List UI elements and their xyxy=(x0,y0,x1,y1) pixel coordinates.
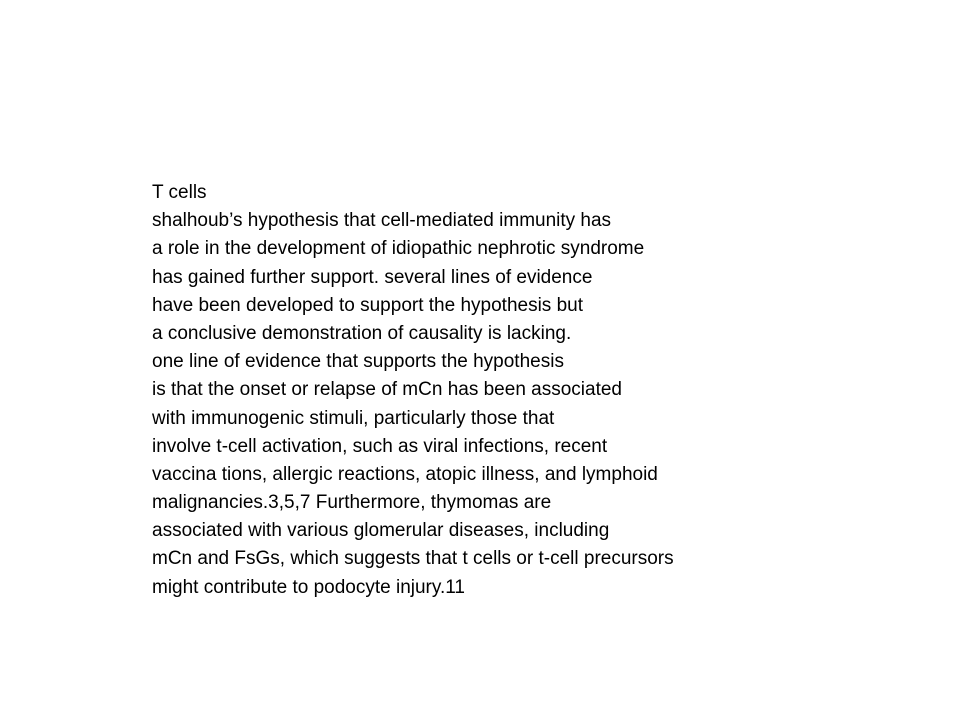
text-line: malignancies.3,5,7 Furthermore, thymomas are xyxy=(152,492,552,514)
text-line-heading: T cells xyxy=(152,182,207,203)
text-line: one line of evidence that supports the hypothesis xyxy=(152,351,564,373)
text-line: involve t-cell activation, such as viral infections, recent xyxy=(152,435,608,457)
text-line: might contribute to podocyte injury.11 xyxy=(152,576,465,598)
text-line: have been developed to support the hypothesis but xyxy=(152,294,583,316)
text-line: is that the onset or relapse of mCn has been associated xyxy=(152,379,622,401)
text-line: a role in the development of idiopathic nephrotic syndrome xyxy=(152,238,645,260)
text-line: mCn and FsGs, which suggests that t cells or t-cell precursors xyxy=(152,548,674,570)
text-line: has gained further support. several lines of evidence xyxy=(152,266,593,288)
text-line: with immunogenic stimuli, particularly those that xyxy=(152,407,555,429)
slide-text-block xyxy=(152,179,952,602)
text-line: a conclusive demonstration of causality is lacking. xyxy=(152,322,572,344)
text-line: shalhoub’s hypothesis that cell-mediated immunity has xyxy=(152,210,612,232)
text-line: associated with various glomerular diseases, including xyxy=(152,520,610,542)
text-line: vaccina tions, allergic reactions, atopic illness, and lymphoid xyxy=(152,463,658,485)
